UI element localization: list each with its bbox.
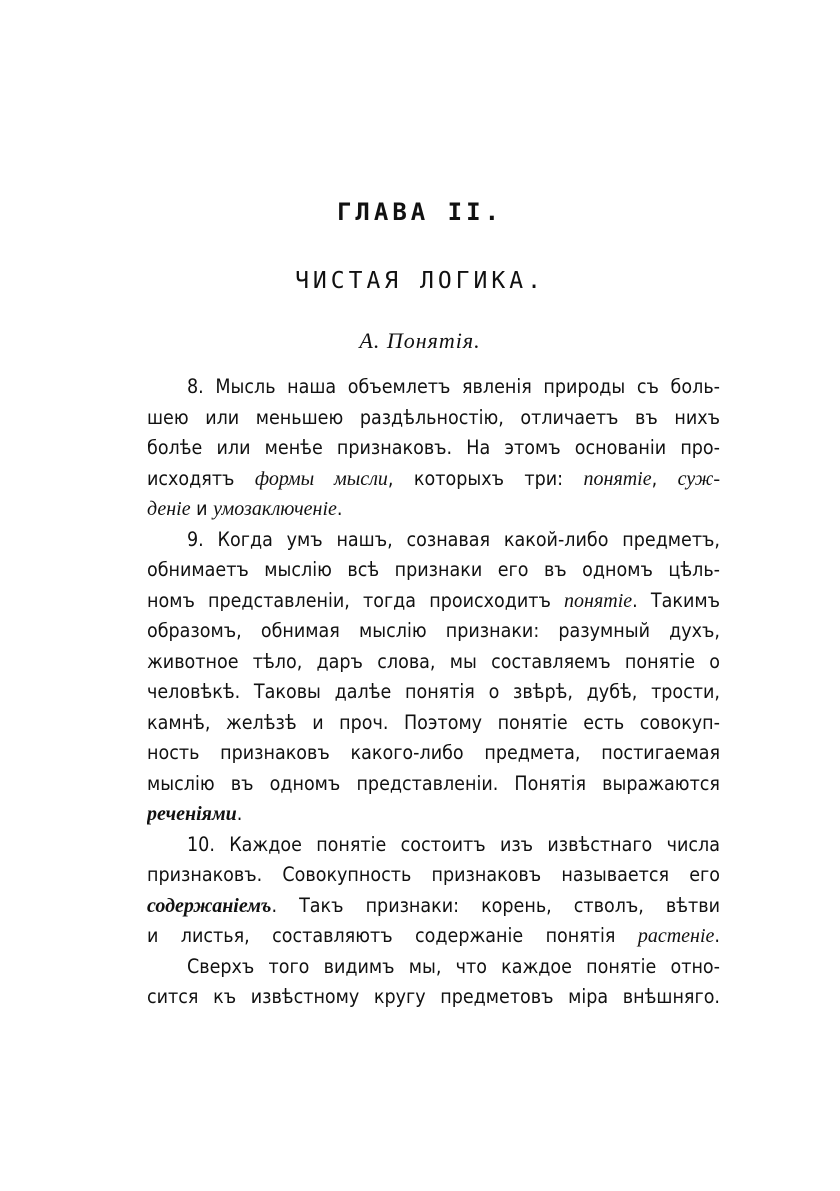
- text-line: обнимаетъ мыслію всѣ признаки его въ одномъ цѣль-: [147, 558, 720, 581]
- text-line: 9. Когда умъ нашъ, сознавая какой-либо предметъ,: [187, 527, 720, 551]
- text-line: деніе и умозаключеніе.: [147, 497, 343, 520]
- text-line: признаковъ. Совокупность признаковъ называется его: [147, 863, 720, 886]
- text-line: животное тѣло, даръ слова, мы составляемъ понятіе о: [147, 649, 720, 673]
- text-line: 8. Мысль наша объемлетъ явленія природы съ боль-: [187, 375, 720, 398]
- text-line: человѣкѣ. Таковы далѣе понятія о звѣрѣ, дубѣ, трости,: [147, 680, 720, 703]
- italic-term: понятіе: [564, 589, 633, 612]
- text-line: образомъ, обнимая мыслію признаки: разумный духъ,: [147, 619, 720, 642]
- text-line: болѣе или менѣе признаковъ. На этомъ основаніи про-: [147, 436, 720, 459]
- text-line: ность признаковъ какого-либо предмета, постигаемая: [147, 741, 720, 764]
- italic-term: суж-: [677, 467, 720, 490]
- italic-term: деніе: [147, 498, 191, 520]
- text-line: камнѣ, желѣзѣ и проч. Поэтому понятіе есть совокуп-: [147, 710, 720, 734]
- text-line: шею или меньшею раздѣльностію, отличаетъ въ нихъ: [147, 405, 720, 429]
- text-line: Сверхъ того видимъ мы, что каждое понятіе отно-: [187, 954, 720, 978]
- italic-term: содержаніемъ: [147, 894, 272, 917]
- italic-term: понятіе: [583, 467, 652, 490]
- italic-term: растеніе: [637, 925, 715, 947]
- subsection-heading: А. Понятія.: [359, 328, 481, 353]
- text-line: исходятъ формы мысли, которыхъ три: понятіе, суж-: [147, 466, 720, 490]
- text-line: сится къ извѣстному кругу предметовъ міра внѣшняго.: [147, 985, 720, 1008]
- text-line: содержаніемъ. Такъ признаки: корень, стволъ, вѣтви: [147, 893, 720, 917]
- text-line: номъ представленіи, тогда происходитъ понятіе. Такимъ: [147, 588, 720, 612]
- italic-term: реченіями: [147, 803, 237, 825]
- text-line: 10. Каждое понятіе состоитъ изъ извѣстнаго числа: [187, 832, 720, 856]
- chapter-heading: ГЛАВА II.: [336, 198, 504, 226]
- italic-term: формы мысли: [254, 467, 388, 490]
- text-line: и листья, составляютъ содержаніе понятія растеніе.: [147, 924, 720, 947]
- section-heading: ЧИСТАЯ ЛОГИКА.: [295, 268, 545, 294]
- text-line: реченіями.: [147, 802, 243, 825]
- italic-term: умозаключеніе: [213, 498, 337, 520]
- body-text: [147, 372, 720, 1013]
- text-line: мыслію въ одномъ представленіи. Понятія выражаются: [147, 771, 720, 795]
